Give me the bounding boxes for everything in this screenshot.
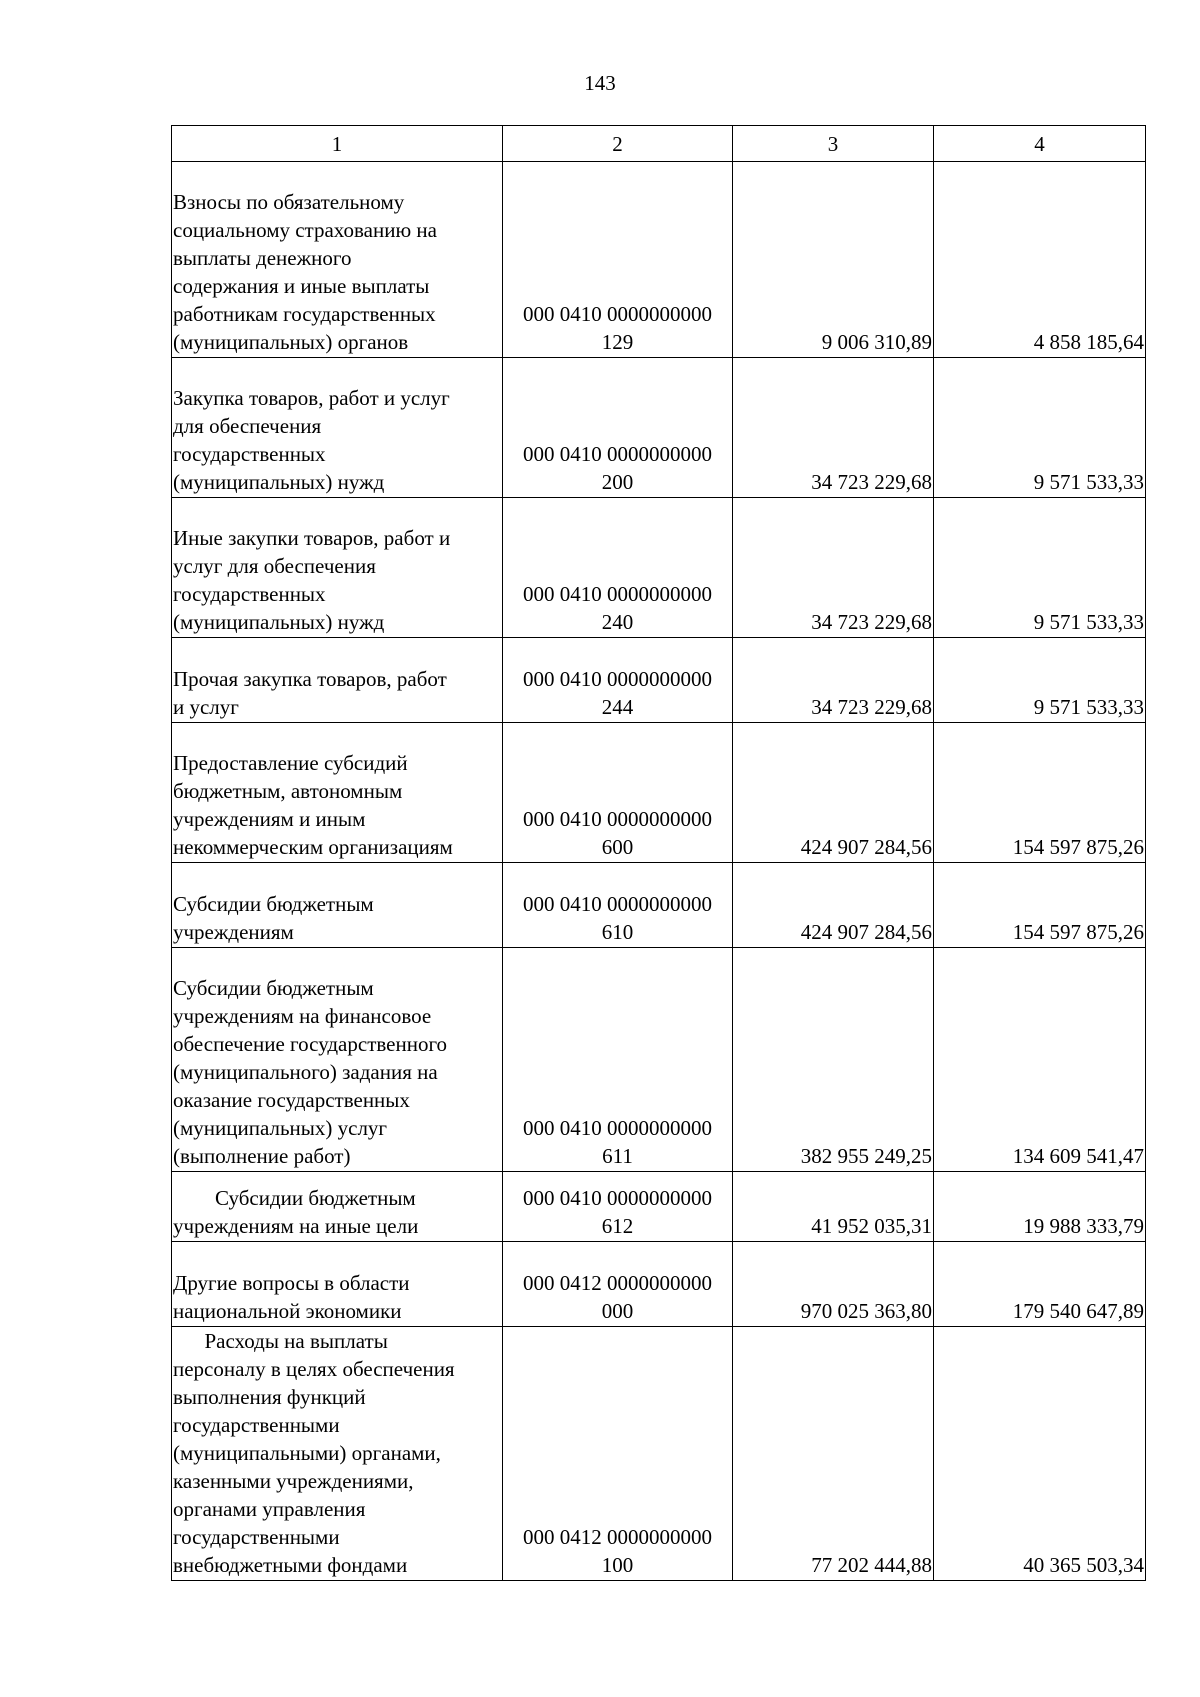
row-amount-4: 154 597 875,26 [934, 863, 1146, 948]
table-header-row [172, 126, 1146, 162]
row-code [503, 863, 733, 948]
row-code [503, 1327, 733, 1581]
code-line-1: 000 0412 0000000000 [523, 1271, 712, 1295]
code-line-1: 000 0412 0000000000 [523, 1525, 712, 1549]
row-amount-3: 9 006 310,89 [733, 162, 934, 358]
row-name: Расходы на выплаты персоналу в целях обеспечения выполнения функций государственными (муниципальными) органами, казенными учреждениями, органами управления государственными внебюджетными фондами [172, 1327, 503, 1581]
code-line-2: 200 [601, 470, 634, 494]
table-row [172, 863, 1146, 948]
code-line-1: 000 0410 0000000000 [523, 667, 712, 691]
code-line-1: 000 0410 0000000000 [523, 442, 712, 466]
code-line-1: 000 0410 0000000000 [523, 1116, 712, 1140]
row-code [503, 1242, 733, 1327]
code-line-2: 000 [601, 1299, 634, 1323]
code-line-1: 000 0410 0000000000 [523, 302, 712, 326]
table-row [172, 358, 1146, 498]
code-line-2: 244 [601, 695, 634, 719]
row-amount-3: 77 202 444,88 [733, 1327, 934, 1581]
row-code [503, 498, 733, 638]
row-amount-3: 424 907 284,56 [733, 863, 934, 948]
row-amount-3: 34 723 229,68 [733, 358, 934, 498]
row-amount-3: 34 723 229,68 [733, 638, 934, 723]
row-amount-3: 424 907 284,56 [733, 723, 934, 863]
code-line-2: 129 [601, 330, 634, 354]
row-amount-3: 41 952 035,31 [733, 1172, 934, 1242]
row-amount-3: 970 025 363,80 [733, 1242, 934, 1327]
row-amount-4: 179 540 647,89 [934, 1242, 1146, 1327]
table-row [172, 1327, 1146, 1581]
code-line-2: 610 [601, 920, 634, 944]
table-row [172, 638, 1146, 723]
row-code [503, 723, 733, 863]
row-amount-4: 9 571 533,33 [934, 358, 1146, 498]
row-amount-4: 4 858 185,64 [934, 162, 1146, 358]
row-name: Другие вопросы в области национальной экономики [172, 1242, 503, 1327]
row-code [503, 638, 733, 723]
code-line-1: 000 0410 0000000000 [523, 1186, 712, 1210]
table-row [172, 948, 1146, 1172]
table-row [172, 1172, 1146, 1242]
code-line-1: 000 0410 0000000000 [523, 892, 712, 916]
row-name: Иные закупки товаров, работ и услуг для обеспечения государственных (муниципальных) нужд [172, 498, 503, 638]
row-name: Взносы по обязательному социальному страхованию на выплаты денежного содержания и иные выплаты работникам государственных (муниципальных) органов [172, 162, 503, 358]
row-name: Прочая закупка товаров, работ и услуг [172, 638, 503, 723]
budget-table [171, 125, 1146, 1581]
row-name: Субсидии бюджетным учреждениям на иные цели [172, 1172, 503, 1242]
row-code [503, 162, 733, 358]
row-code [503, 948, 733, 1172]
row-amount-4: 9 571 533,33 [934, 638, 1146, 723]
row-name: Субсидии бюджетным учреждениям [172, 863, 503, 948]
column-header-1: 1 [172, 126, 503, 162]
table-row [172, 162, 1146, 358]
code-line-2: 240 [601, 610, 634, 634]
code-line-1: 000 0410 0000000000 [523, 582, 712, 606]
code-line-2: 611 [602, 1144, 633, 1168]
column-header-2: 2 [503, 126, 733, 162]
row-amount-3: 34 723 229,68 [733, 498, 934, 638]
row-name: Закупка товаров, работ и услуг для обеспечения государственных (муниципальных) нужд [172, 358, 503, 498]
row-name: Субсидии бюджетным учреждениям на финансовое обеспечение государственного (муниципального) задания на оказание государственных (муниципальных) услуг (выполнение работ) [172, 948, 503, 1172]
column-header-3: 3 [733, 126, 934, 162]
row-amount-4: 40 365 503,34 [934, 1327, 1146, 1581]
row-code [503, 1172, 733, 1242]
row-code [503, 358, 733, 498]
row-amount-3: 382 955 249,25 [733, 948, 934, 1172]
table-row [172, 498, 1146, 638]
column-header-4: 4 [934, 126, 1146, 162]
code-line-2: 100 [601, 1553, 634, 1577]
table-row [172, 723, 1146, 863]
row-amount-4: 9 571 533,33 [934, 498, 1146, 638]
page-number: 143 [584, 71, 616, 95]
code-line-1: 000 0410 0000000000 [523, 807, 712, 831]
row-amount-4: 19 988 333,79 [934, 1172, 1146, 1242]
row-amount-4: 154 597 875,26 [934, 723, 1146, 863]
table-row [172, 1242, 1146, 1327]
row-name: Предоставление субсидий бюджетным, автономным учреждениям и иным некоммерческим организациям [172, 723, 503, 863]
code-line-2: 612 [601, 1214, 634, 1238]
code-line-2: 600 [601, 835, 634, 859]
row-amount-4: 134 609 541,47 [934, 948, 1146, 1172]
